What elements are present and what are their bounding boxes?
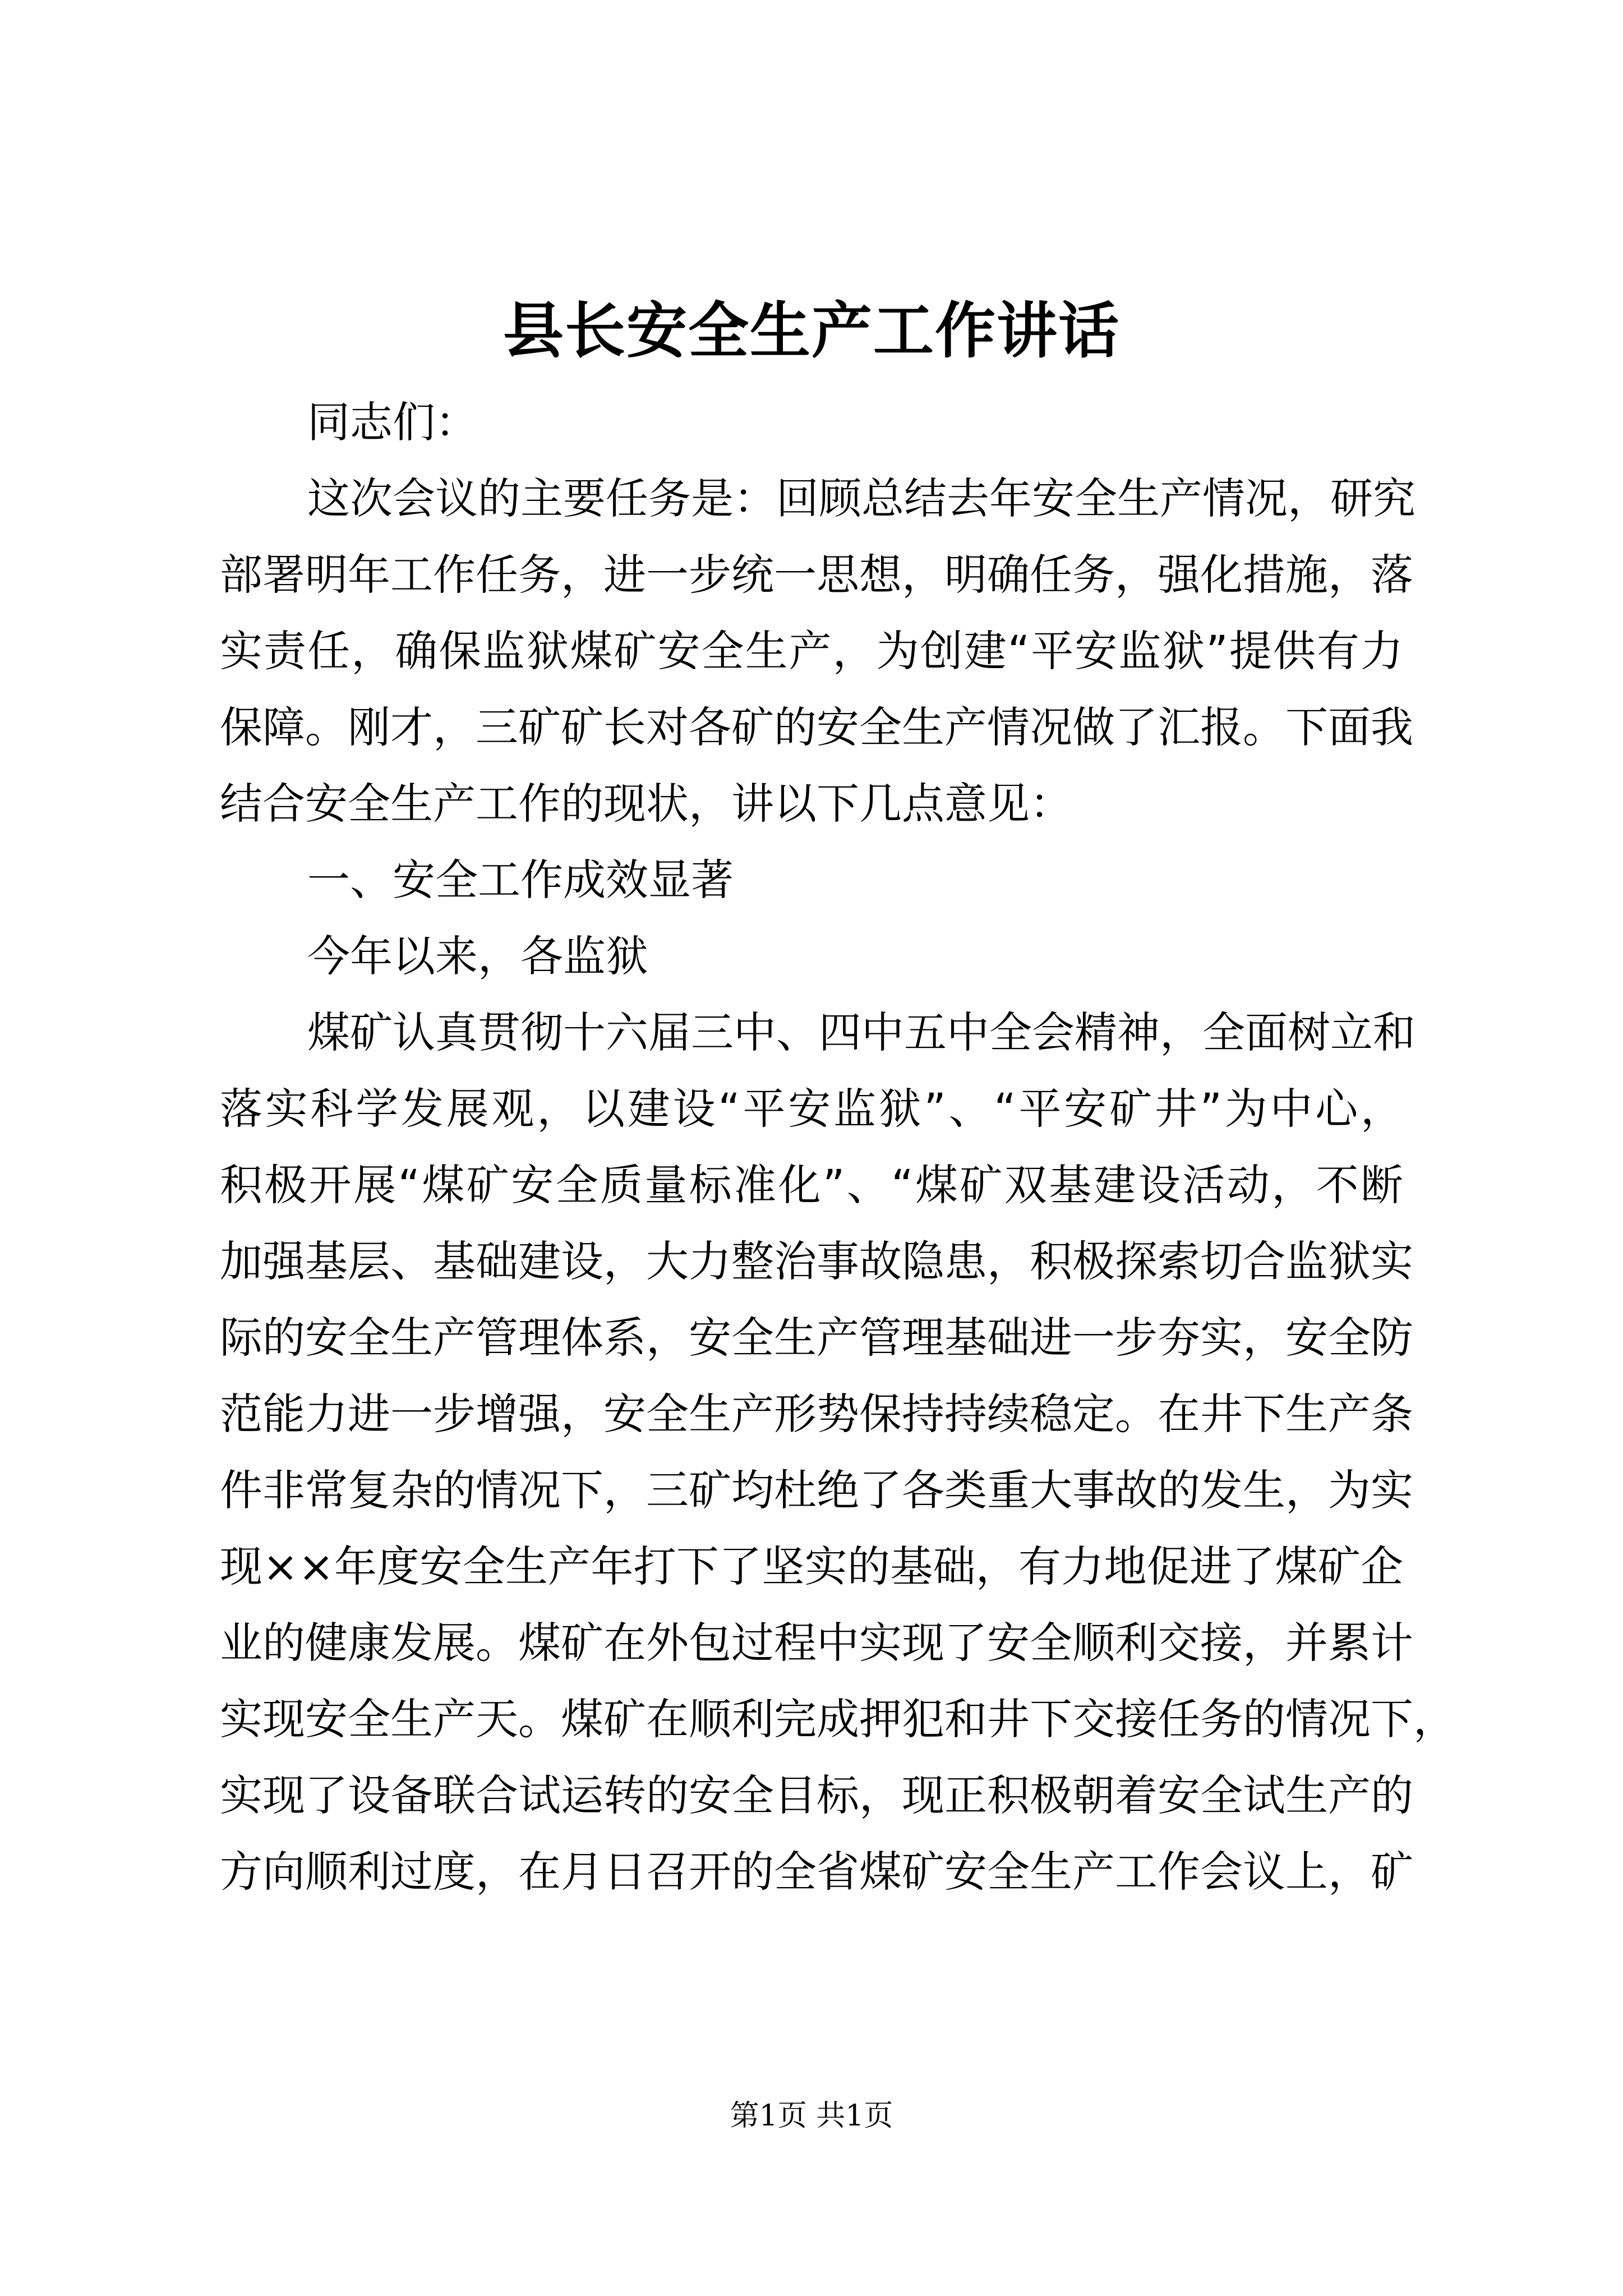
- paragraph-line: 现××年度安全生产年打下了坚实的基础，有力地促进了煤矿企: [220, 1542, 1403, 1591]
- paragraph-line: 实责任，确保监狱煤矿安全生产，为创建“平安监狱”提供有力: [220, 626, 1403, 676]
- paragraph-line: 这次会议的主要任务是：回顾总结去年安全生产情况，研究: [307, 473, 1415, 523]
- paragraph-line: 方向顺利过度，在月日召开的全省煤矿安全生产工作会议上，矿: [220, 1847, 1413, 1897]
- paragraph-line: 范能力进一步增强，安全生产形势保持持续稳定。在井下生产条: [220, 1389, 1413, 1439]
- paragraph-line: 结合安全生产工作的现状，讲以下几点意见：: [220, 779, 1072, 829]
- paragraph-line: 落实科学发展观，以建设“平安监狱”、“平安矿井”为中心，: [220, 1084, 1403, 1134]
- section-heading: 一、安全工作成效显著: [307, 855, 734, 905]
- paragraph-line: 积极开展“煤矿安全质量标准化”、“煤矿双基建设活动，不断: [220, 1160, 1403, 1210]
- page-number-footer: 第1页 共1页: [730, 2099, 893, 2133]
- paragraph-line: 实现安全生产天。煤矿在顺利完成押犯和井下交接任务的情况下，: [220, 1694, 1456, 1744]
- salutation-line: 同志们：: [307, 397, 478, 447]
- paragraph-line: 部署明年工作任务，进一步统一思想，明确任务，强化措施，落: [220, 550, 1413, 600]
- paragraph-line: 实现了设备联合试运转的安全目标，现正积极朝着安全试生产的: [220, 1770, 1413, 1820]
- paragraph-line: 际的安全生产管理体系，安全生产管理基础进一步夯实，安全防: [220, 1313, 1413, 1363]
- paragraph-line: 保障。刚才，三矿矿长对各矿的安全生产情况做了汇报。下面我: [220, 702, 1413, 752]
- paragraph-line: 今年以来，各监狱: [307, 931, 648, 981]
- paragraph-line: 加强基层、基础建设，大力整治事故隐患，积极探索切合监狱实: [220, 1236, 1413, 1286]
- paragraph-line: 煤矿认真贯彻十六届三中、四中五中全会精神，全面树立和: [307, 1007, 1415, 1057]
- paragraph-line: 业的健康发展。煤矿在外包过程中实现了安全顺利交接，并累计: [220, 1618, 1413, 1668]
- document-title: 县长安全生产工作讲话: [502, 296, 1120, 366]
- paragraph-line: 件非常复杂的情况下，三矿均杜绝了各类重大事故的发生，为实: [220, 1465, 1413, 1515]
